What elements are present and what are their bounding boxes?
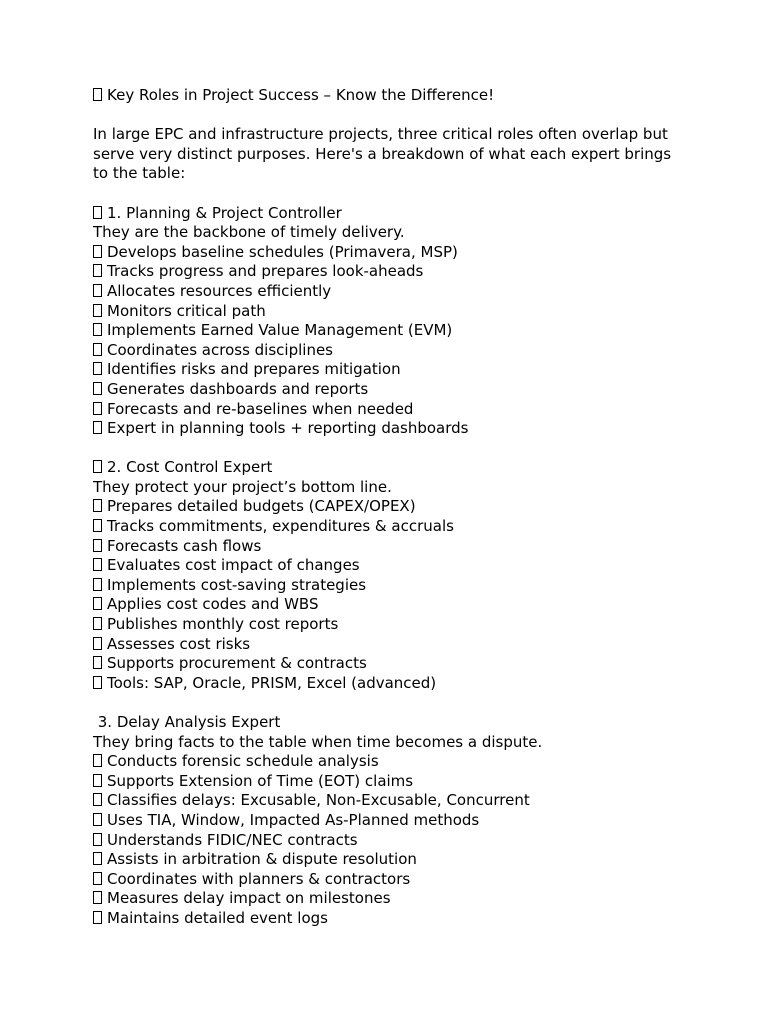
section-heading-text: 2. Cost Control Expert	[107, 458, 273, 477]
list-item	[93, 517, 693, 537]
section-subtitle: They are the backbone of timely delivery.	[93, 223, 405, 242]
list-item-text: Supports procurement & contracts	[107, 654, 367, 673]
list-item	[93, 831, 693, 851]
missing-glyph-icon	[93, 911, 102, 924]
missing-glyph-icon	[93, 323, 102, 336]
missing-glyph-icon	[93, 206, 102, 219]
missing-glyph-icon	[93, 304, 102, 317]
list-item	[93, 791, 693, 811]
spacer	[93, 106, 693, 126]
list-item	[93, 556, 693, 576]
list-item-text: Assesses cost risks	[107, 634, 251, 653]
list-item	[93, 772, 693, 792]
spacer	[93, 693, 693, 713]
missing-glyph-icon	[93, 264, 102, 277]
list-item-text: Forecasts and re-baselines when needed	[107, 399, 414, 418]
section-planning	[93, 204, 693, 439]
section-heading	[93, 204, 693, 224]
missing-glyph-icon	[93, 891, 102, 904]
list-item	[93, 870, 693, 890]
list-item	[93, 262, 693, 282]
list-item-text: Tracks commitments, expenditures & accruals	[107, 517, 454, 536]
list-item-text: Identifies risks and prepares mitigation	[107, 360, 401, 379]
spacer	[93, 439, 693, 459]
missing-glyph-icon	[93, 539, 102, 552]
list-item-text: Generates dashboards and reports	[107, 379, 369, 398]
missing-glyph-icon	[93, 421, 102, 434]
list-item-text: Applies cost codes and WBS	[107, 595, 319, 614]
list-item	[93, 497, 693, 517]
missing-glyph-icon	[93, 578, 102, 591]
list-item-text: Supports Extension of Time (EOT) claims	[107, 771, 414, 790]
list-item-text: Coordinates across disciplines	[107, 340, 333, 359]
missing-glyph-icon	[93, 676, 102, 689]
list-item	[93, 537, 693, 557]
list-item-text: Classifies delays: Excusable, Non-Excusable, Concurrent	[107, 791, 530, 810]
list-item-text: Implements cost-saving strategies	[107, 575, 367, 594]
list-item	[93, 654, 693, 674]
title-text: Key Roles in Project Success – Know the Difference!	[107, 86, 495, 104]
section-heading: 3. Delay Analysis Expert	[93, 713, 281, 731]
missing-glyph-icon	[93, 656, 102, 669]
missing-glyph-icon	[93, 813, 102, 826]
list-item-text: Monitors critical path	[107, 301, 266, 320]
list-item-text: Publishes monthly cost reports	[107, 615, 339, 634]
section-cost-control	[93, 458, 693, 693]
missing-glyph-icon	[93, 519, 102, 532]
list-item-text: Expert in planning tools + reporting dashboards	[107, 419, 469, 438]
section-heading	[93, 458, 693, 478]
list-item	[93, 321, 693, 341]
intro-paragraph: In large EPC and infrastructure projects, three critical roles often overlap but serve very distinct purposes. Here's a breakdown of what each expert brings to the table:	[93, 125, 672, 183]
missing-glyph-icon	[93, 793, 102, 806]
section-subtitle: They bring facts to the table when time becomes a dispute.	[93, 732, 543, 751]
list-item-text: Conducts forensic schedule analysis	[107, 752, 379, 771]
list-item	[93, 243, 693, 263]
section-subtitle: They protect your project’s bottom line.	[93, 477, 392, 496]
list-item-text: Allocates resources efficiently	[107, 281, 332, 300]
list-item-text: Evaluates cost impact of changes	[107, 556, 360, 575]
list-item	[93, 752, 693, 772]
section-delay-analysis	[93, 713, 693, 929]
missing-glyph-icon	[93, 872, 102, 885]
missing-glyph-icon	[93, 833, 102, 846]
list-item	[93, 380, 693, 400]
list-item	[93, 615, 693, 635]
list-item	[93, 302, 693, 322]
list-item	[93, 811, 693, 831]
list-item-text: Maintains detailed event logs	[107, 908, 328, 927]
list-item-text: Understands FIDIC/NEC contracts	[107, 830, 358, 849]
list-item-text: Tools: SAP, Oracle, PRISM, Excel (advanced)	[107, 673, 437, 692]
spacer	[93, 184, 693, 204]
missing-glyph-icon	[93, 499, 102, 512]
list-item-text: Assists in arbitration & dispute resolution	[107, 850, 417, 869]
missing-glyph-icon	[93, 460, 102, 473]
list-item	[93, 674, 693, 694]
list-item-text: Measures delay impact on milestones	[107, 889, 391, 908]
missing-glyph-icon	[93, 362, 102, 375]
list-item	[93, 341, 693, 361]
missing-glyph-icon	[93, 597, 102, 610]
list-item	[93, 909, 693, 929]
list-item	[93, 400, 693, 420]
list-item	[93, 595, 693, 615]
missing-glyph-icon	[93, 245, 102, 258]
document-page	[93, 86, 693, 929]
list-item	[93, 576, 693, 596]
list-item-text: Forecasts cash flows	[107, 536, 262, 555]
list-item-text: Develops baseline schedules (Primavera, MSP)	[107, 242, 458, 261]
missing-glyph-icon	[93, 852, 102, 865]
list-item	[93, 635, 693, 655]
list-item	[93, 282, 693, 302]
missing-glyph-icon	[93, 617, 102, 630]
list-item	[93, 850, 693, 870]
missing-glyph-icon	[93, 284, 102, 297]
list-item	[93, 419, 693, 439]
missing-glyph-icon	[93, 343, 102, 356]
list-item-text: Coordinates with planners & contractors	[107, 869, 411, 888]
section-heading-text: 1. Planning & Project Controller	[107, 203, 342, 222]
missing-glyph-icon	[93, 88, 102, 101]
list-item	[93, 889, 693, 909]
list-item-text: Prepares detailed budgets (CAPEX/OPEX)	[107, 497, 416, 516]
list-item-text: Tracks progress and prepares look-aheads	[107, 262, 424, 281]
missing-glyph-icon	[93, 637, 102, 650]
missing-glyph-icon	[93, 558, 102, 571]
missing-glyph-icon	[93, 754, 102, 767]
list-item	[93, 360, 693, 380]
missing-glyph-icon	[93, 402, 102, 415]
document-title	[93, 86, 693, 106]
missing-glyph-icon	[93, 774, 102, 787]
missing-glyph-icon	[93, 382, 102, 395]
list-item-text: Uses TIA, Window, Impacted As-Planned methods	[107, 810, 480, 829]
list-item-text: Implements Earned Value Management (EVM)	[107, 321, 453, 340]
